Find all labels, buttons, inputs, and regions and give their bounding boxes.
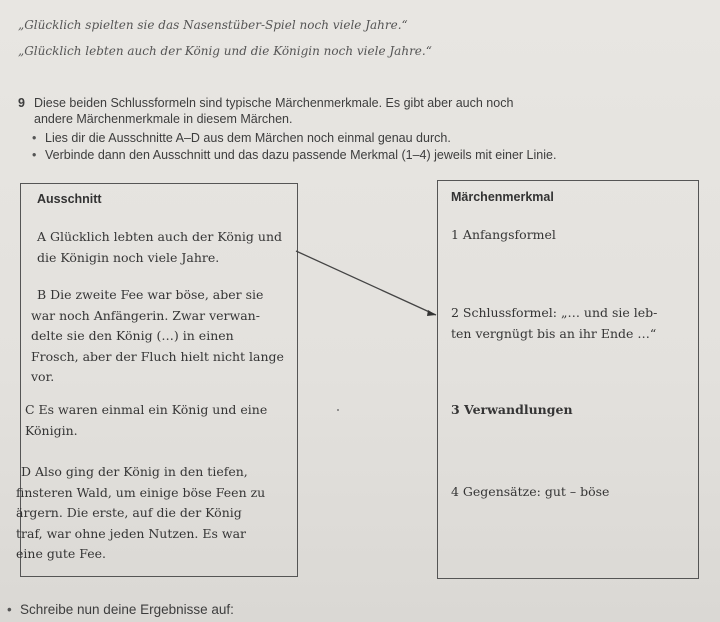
- feature-3-line: 3 Verwandlungen: [451, 402, 573, 417]
- task-bullet-1: • Lies dir die Ausschnitte A–D aus dem Märchen noch einmal genau durch.: [45, 131, 451, 145]
- excerpt-d-line: finsteren Wald, um einige böse Feen zu: [16, 484, 266, 500]
- excerpt-c-line: C Es waren einmal ein König und eine: [25, 402, 268, 417]
- excerpt-b-line: vor.: [31, 369, 55, 384]
- excerpt-b-line: delte sie den König (…) in einen: [31, 328, 234, 343]
- excerpt-b-line: war noch Anfängerin. Zwar verwan-: [31, 307, 260, 323]
- feature-4-line: 4 Gegensätze: gut – böse: [451, 484, 610, 499]
- quote-1: „Glücklich spielten sie das Nasenstüber-Spiel noch viele Jahre.“: [18, 18, 408, 32]
- excerpt-d-line: eine gute Fee.: [16, 546, 107, 561]
- excerpt-c-line: Königin.: [25, 422, 78, 438]
- task-intro-line-1: Diese beiden Schlussformeln sind typische Märchenmerkmale. Es gibt aber auch noch: [34, 96, 514, 110]
- footer-instruction: • Schreibe nun deine Ergebnisse auf:: [20, 602, 234, 617]
- feature-heading: Märchenmerkmal: [451, 190, 554, 204]
- excerpt-d-line: D Also ging der König in den tiefen,: [21, 464, 248, 479]
- connection-arrowhead: [427, 310, 436, 316]
- feature-1-line: 1 Anfangsformel: [451, 227, 556, 242]
- excerpt-d-line: traf, war ohne jeden Nutzen. Es war: [16, 525, 247, 541]
- task-number: 9: [18, 96, 25, 110]
- excerpt-b-line: Frosch, aber der Fluch hielt nicht lange: [31, 348, 284, 364]
- excerpt-a-line: A Glücklich lebten auch der König und: [37, 229, 283, 244]
- feature-2-line: ten vergnügt bis an ihr Ende …“: [451, 325, 657, 341]
- quote-2: „Glücklich lebten auch der König und die Königin noch viele Jahre.“: [18, 44, 432, 58]
- feature-2-line: 2 Schlussformel: „… und sie leb-: [451, 305, 658, 320]
- excerpt-d-line: ärgern. Die erste, auf die der König: [16, 505, 242, 520]
- task-intro-line-2: andere Märchenmerkmale in diesem Märchen.: [34, 112, 293, 126]
- excerpt-a-line: die Königin noch viele Jahre.: [37, 249, 220, 265]
- excerpt-b-line: B Die zweite Fee war böse, aber sie: [37, 287, 264, 302]
- excerpt-heading: Ausschnitt: [37, 192, 102, 206]
- speck-mark: [337, 409, 339, 411]
- connection-line-a-2: [296, 251, 436, 315]
- task-bullet-2: • Verbinde dann den Ausschnitt und das dazu passende Merkmal (1–4) jeweils mit einer Linie.: [45, 148, 556, 162]
